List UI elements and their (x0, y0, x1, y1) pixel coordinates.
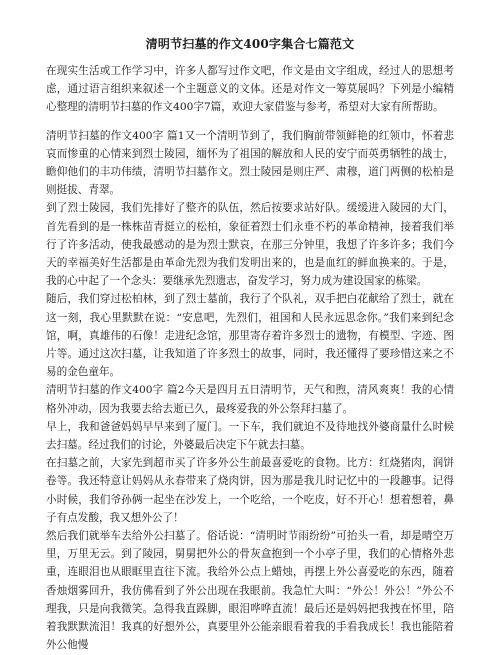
intro-paragraph: 在现实生活或工作学习中，许多人都写过作文吧，作文是由文字组成，经过人的思想考虑，通过语言组织来叙述一个主题意义的文体。还是对作文一筹莫展吗？下列是小编精心整理的清明节扫墓的作文400字7篇，欢迎大家借鉴与参考，希望对大家有所帮助。 (46, 65, 454, 114)
essay-2-paragraph-3: 在扫墓之前，大家先到超市买了许多外公生前最喜爱吃的食物。比方：红烧猪肉，润饼卷等。我还特意让妈妈从永春带来了烧肉饼，因为那是我儿时记忆中的一段趣事。记得小时候，我们爷孙俩一起坐在沙发上，一个吃给，一个吃皮，好不开心！想着想着，鼻子有点发酸，我又想外公了！ (46, 457, 454, 524)
page-title: 清明节扫墓的作文400字集合七篇范文 (145, 37, 355, 51)
essay-2-paragraph-2: 早上，我和爸爸妈妈早早来到了厦门。一下车，我们就迫不及待地找外婆商量什么时候去扫墓。经过我们的讨论，外婆最后决定下午就去扫墓。 (46, 420, 454, 452)
essay-2-paragraph-1: 清明节扫墓的作文400字 篇2今天是四月五日清明节，天气和煦，清风爽爽！我的心情格外冲动，因为我要去给去逝已久，最疼爱我的外公祭拜扫墓了。 (46, 384, 454, 415)
essay-1-paragraph-1: 清明节扫墓的作文400字 篇1又一个清明节到了，我们胸前带领鲜艳的红领巾，怀着悲哀而惨重的心情来到烈士陵园，缅怀为了祖国的解放和人民的安宁而英勇牺牲的战士，瞻仰他们的丰功伟绩，清明节扫墓作文。烈士陵园是则庄严、肃穆，道门两侧的松柏是则挺拔、青翠。 (46, 129, 454, 197)
essay-1-paragraph-2: 到了烈士陵园，我们先排好了整齐的队伍，然后按要求站好队。缓缓进入陵园的大门，首先看到的是一株株苗青挺立的松柏，象征着烈士们永垂不朽的革命精神，接着我们举行了许多活动，使我最感动的是为烈士默哀，在那三分钟里，我想了许多许多；我们今天的幸福美好生活都是由革命先烈为我们发明出来的，也是血红的鲜血换来的。于是，我的心中起了一个念头：要继承先烈遗志，奋发学习，努力成为建设国家的栋梁。 (46, 202, 454, 288)
essay-1-paragraph-3: 随后，我们穿过松柏林，到了烈士墓前，我行了个队礼，双手把白花献给了烈士，就在这一刻，我心里默默在说：“安息吧，先烈们，祖国和人民永远思念你。”我们来到纪念馆，啊，真雄伟的石像！走进纪念馆，那里寄存着许多烈士的遗物，有模型、字迹、图片等。通过这次扫墓，让我知道了许多烈士的故事，同时，我还懂得了要珍惜这来之不易的金色童年。 (46, 293, 454, 379)
essay-2-paragraph-4: 然后我们就举车去给外公扫墓了。俗话说：“清明时节雨纷纷”可抬头一看，却是晴空万里，万里无云。到了陵园，舅舅把外公的骨灰盒抱到一个小亭子里，我们的心情格外悲重，连眼泪也从眼眶里直往下流。我给外公点上蜡烛，再摆上外公喜爱吃的东西，随着香烛烟雾回升，我仿佛看到了外公出现在我眼前。我急忙大叫：“外公！外公！”外公不理我，只是向我微笑。急得我直跺脚，眼泪哗哗直流！最后还是妈妈把我拽在怀里，陪着我默默流泪！我真的好想外公，真要里外公能亲眼看着我的手看我成长！我也能陪着外公他慢 (46, 530, 454, 652)
